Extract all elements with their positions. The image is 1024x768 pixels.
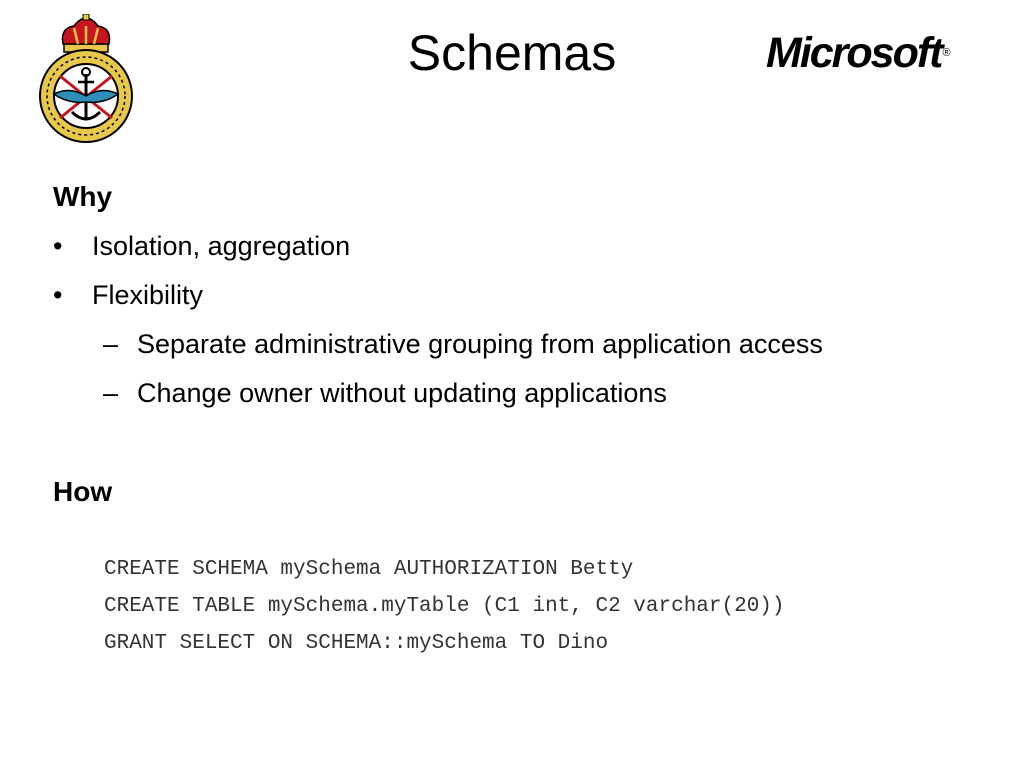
code-line: GRANT SELECT ON SCHEMA::mySchema TO Dino (104, 632, 609, 655)
bullet-marker: • (53, 231, 63, 261)
crown-icon (62, 14, 109, 52)
sub-bullet-text: Separate administrative grouping from application access (137, 329, 823, 359)
sub-bullet-marker: – (103, 378, 119, 408)
bullet-item (53, 278, 203, 312)
sub-bullet-item (103, 376, 667, 410)
sub-bullet-item (103, 327, 823, 361)
bullet-text: Flexibility (92, 280, 204, 310)
crest-icon (34, 14, 138, 146)
how-heading: How (53, 476, 113, 507)
sub-bullet-text: Change owner without updating applications (137, 378, 667, 408)
sub-bullet-marker: – (103, 329, 119, 359)
code-line: CREATE TABLE mySchema.myTable (C1 int, C2 varchar(20)) (104, 595, 785, 618)
microsoft-logo (766, 28, 951, 78)
registered-mark: ® (942, 47, 951, 59)
code-line: CREATE SCHEMA mySchema AUTHORIZATION Betty (104, 558, 634, 581)
bullet-text: Isolation, aggregation (92, 231, 351, 261)
microsoft-logo-text: Microsoft (766, 29, 942, 77)
bullet-marker: • (53, 280, 63, 310)
why-heading: Why (53, 181, 113, 212)
slide-title: Schemas (407, 25, 617, 81)
bullet-item (53, 229, 350, 263)
